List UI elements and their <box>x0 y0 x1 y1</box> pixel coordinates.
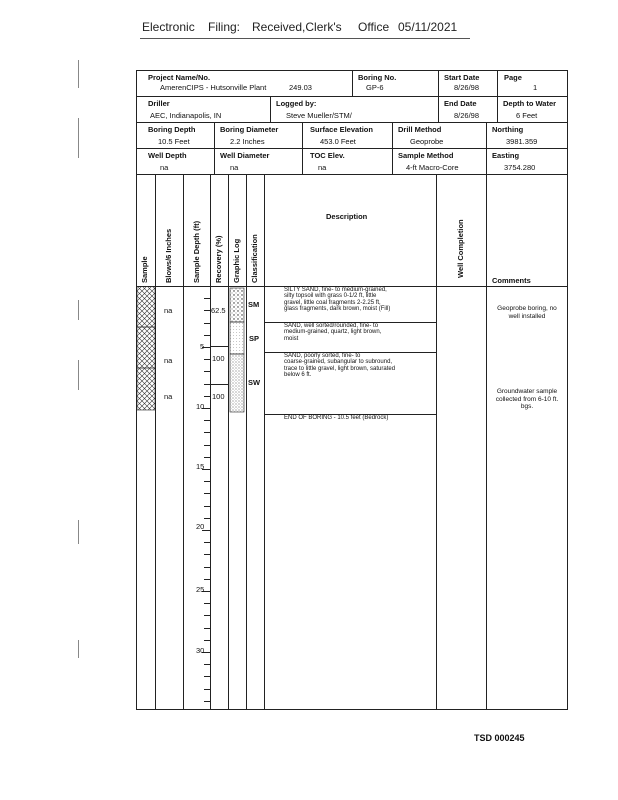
drill-method-value: Geoprobe <box>410 137 444 146</box>
depth-tick <box>204 603 210 604</box>
depth-tick <box>204 615 210 616</box>
col-classification: Classification <box>250 234 259 283</box>
recovery-value: 100 <box>212 354 225 363</box>
col-sample-depth: Sample Depth (ft) <box>192 220 201 283</box>
sample-hatch <box>137 286 155 412</box>
blows-value: na <box>164 306 173 315</box>
surface-elevation-label: Surface Elevation <box>310 125 373 134</box>
sample-method-label: Sample Method <box>398 151 454 160</box>
toc-elev-label: TOC Elev. <box>310 151 345 160</box>
col-well-completion: Well Completion <box>456 219 465 278</box>
boring-no-value: GP-6 <box>366 83 384 92</box>
page-value: 1 <box>533 83 538 92</box>
depth-label: 30 <box>196 646 205 655</box>
comment-geoprobe <box>487 305 567 320</box>
depth-tick <box>204 371 210 372</box>
depth-tick <box>204 457 210 458</box>
description-line: coarse-grained, subangular to subround, <box>284 359 393 366</box>
depth-tick <box>204 689 210 690</box>
comment-line: Groundwater sample <box>496 388 558 395</box>
doc-id: TSD 000245 <box>474 733 525 743</box>
start-date-label: Start Date <box>444 73 480 82</box>
description-line: silty topsoil with grass 0-1/2 ft, little <box>284 293 377 300</box>
depth-tick <box>204 628 210 629</box>
depth-to-water-value: 6 Feet <box>516 111 538 120</box>
boring-diameter-value: 2.2 Inches <box>230 137 265 146</box>
project-value: AmerenCIPS - Hutsonville Plant <box>160 83 267 92</box>
description-line: glass fragments, dark brown, moist (Fill) <box>284 306 391 313</box>
depth-to-water-label: Depth to Water <box>503 99 557 108</box>
boring-diameter-label: Boring Diameter <box>220 125 279 134</box>
comment-line: Geoprobe boring, no <box>497 305 557 312</box>
depth-label: 5 <box>200 342 205 351</box>
col-recovery: Recovery (%) <box>214 235 223 283</box>
depth-tick <box>204 579 210 580</box>
grid-line <box>302 122 303 174</box>
end-of-boring: END OF BORING - 10.5 feet (Bedrock) <box>284 415 389 421</box>
driller-value: AEC, Indianapolis, IN <box>150 111 222 120</box>
description-line: medium-grained, quartz, light brown, <box>284 329 382 336</box>
comment-line: collected from 6-10 ft. <box>495 395 559 403</box>
depth-tick <box>204 493 210 494</box>
depth-tick <box>204 701 210 702</box>
column-divider <box>486 174 487 710</box>
easting-label: Easting <box>492 151 520 160</box>
scan-edge-mark <box>78 60 79 88</box>
comment-groundwater <box>487 388 567 411</box>
scan-edge-mark <box>78 360 79 390</box>
depth-tick <box>204 432 210 433</box>
layer-class: SM <box>248 300 260 309</box>
depth-tick <box>204 664 210 665</box>
scan-edge-mark <box>78 640 79 658</box>
col-blows: Blows/6 Inches <box>164 228 173 283</box>
boring-depth-label: Boring Depth <box>148 125 196 134</box>
depth-tick <box>204 310 210 311</box>
depth-tick <box>204 506 210 507</box>
comment-line: bgs. <box>520 403 534 410</box>
blows-value: na <box>164 356 173 365</box>
blows-value: na <box>164 392 173 401</box>
graphic-log <box>229 286 246 416</box>
depth-tick <box>204 335 210 336</box>
well-diameter-label: Well Diameter <box>220 151 270 160</box>
northing-label: Northing <box>492 125 524 134</box>
boring-no-label: Boring No. <box>358 73 397 82</box>
end-date-value: 8/26/98 <box>454 111 480 120</box>
grid-line <box>136 148 568 149</box>
depth-label: 15 <box>196 462 205 471</box>
layer-class: SW <box>248 378 261 387</box>
surface-elevation-value: 453.0 Feet <box>320 137 356 146</box>
depth-tick <box>204 481 210 482</box>
filing-filing: Filing: <box>208 20 241 34</box>
project-label: Project Name/No. <box>148 73 211 82</box>
sample-divider <box>210 346 228 347</box>
filing-received: Received,Clerk's <box>252 20 342 34</box>
column-divider <box>228 174 229 710</box>
northing-value: 3981.359 <box>506 137 538 146</box>
depth-tick <box>204 420 210 421</box>
easting-value: 3754.280 <box>504 163 536 172</box>
filing-office: Office <box>358 20 390 34</box>
description-line: SAND, poorly sorted, fine- to <box>284 353 361 359</box>
column-divider <box>246 174 247 710</box>
scan-edge-mark <box>78 520 79 544</box>
layer-description <box>284 353 395 379</box>
grid-line <box>214 122 215 174</box>
driller-label: Driller <box>148 99 170 108</box>
depth-tick <box>204 323 210 324</box>
depth-tick <box>204 554 210 555</box>
depth-tick <box>204 384 210 385</box>
layer-class: SP <box>249 334 260 343</box>
depth-tick <box>204 396 210 397</box>
well-diameter-value: na <box>230 163 239 172</box>
grid-line <box>136 96 568 97</box>
depth-tick <box>204 640 210 641</box>
depth-tick <box>204 359 210 360</box>
logged-by-value: Steve Mueller/STM/ <box>286 111 352 120</box>
depth-tick <box>204 445 210 446</box>
grid-line <box>136 122 568 123</box>
grid-line <box>392 122 393 174</box>
sample-divider <box>210 384 228 385</box>
col-sample: Sample <box>140 256 149 283</box>
depth-label: 20 <box>196 522 205 531</box>
column-divider <box>436 174 437 710</box>
description-line: trace to little gravel, light brown, saturated <box>284 365 396 372</box>
toc-elev-value: na <box>318 163 327 172</box>
recovery-value: 100 <box>212 392 225 401</box>
recovery-value: 62.5 <box>211 306 226 315</box>
boring-depth-value: 10.5 Feet <box>158 137 190 146</box>
end-date-label: End Date <box>444 99 477 108</box>
depth-label: 25 <box>196 585 205 594</box>
drill-method-label: Drill Method <box>398 125 442 134</box>
filing-underline <box>140 38 470 39</box>
depth-tick <box>204 542 210 543</box>
well-depth-label: Well Depth <box>148 151 187 160</box>
col-comments: Comments <box>492 276 531 285</box>
col-description: Description <box>326 212 368 221</box>
comment-line: well installed <box>508 312 546 320</box>
description-line: SILTY SAND, fine- to medium-grained, <box>284 287 387 293</box>
scan-edge-mark <box>78 300 79 320</box>
description-line: gravel, little coal fragments 2-2.25 ft, <box>284 299 381 306</box>
depth-tick <box>204 298 210 299</box>
depth-tick <box>204 518 210 519</box>
description-line: SAND, well sorted/rounded, fine- to <box>284 323 379 329</box>
scan-edge-mark <box>78 118 79 158</box>
page-label: Page <box>504 73 522 82</box>
column-divider <box>264 174 265 710</box>
grid-line <box>438 70 439 122</box>
column-divider <box>183 174 184 710</box>
depth-tick <box>204 567 210 568</box>
grid-line <box>497 70 498 122</box>
description-line: moist <box>284 335 299 342</box>
filing-electronic: Electronic <box>142 20 195 34</box>
start-date-value: 8/26/98 <box>454 83 480 92</box>
description-line: below 6 ft. <box>284 372 312 379</box>
col-graphic-log: Graphic Log <box>232 238 241 283</box>
column-divider <box>155 174 156 710</box>
logged-by-label: Logged by: <box>276 99 317 108</box>
depth-label: 10 <box>196 402 205 411</box>
grid-line <box>352 70 353 96</box>
project-number: 249.03 <box>289 83 312 92</box>
grid-line <box>486 122 487 174</box>
layer-description <box>284 287 390 313</box>
grid-line <box>270 96 271 122</box>
grid-line <box>136 174 568 175</box>
filing-date: 05/11/2021 <box>398 20 458 34</box>
sample-method-value: 4-ft Macro-Core <box>406 163 459 172</box>
depth-tick <box>204 676 210 677</box>
layer-description <box>284 323 381 342</box>
well-depth-value: na <box>160 163 169 172</box>
column-divider <box>210 174 211 710</box>
